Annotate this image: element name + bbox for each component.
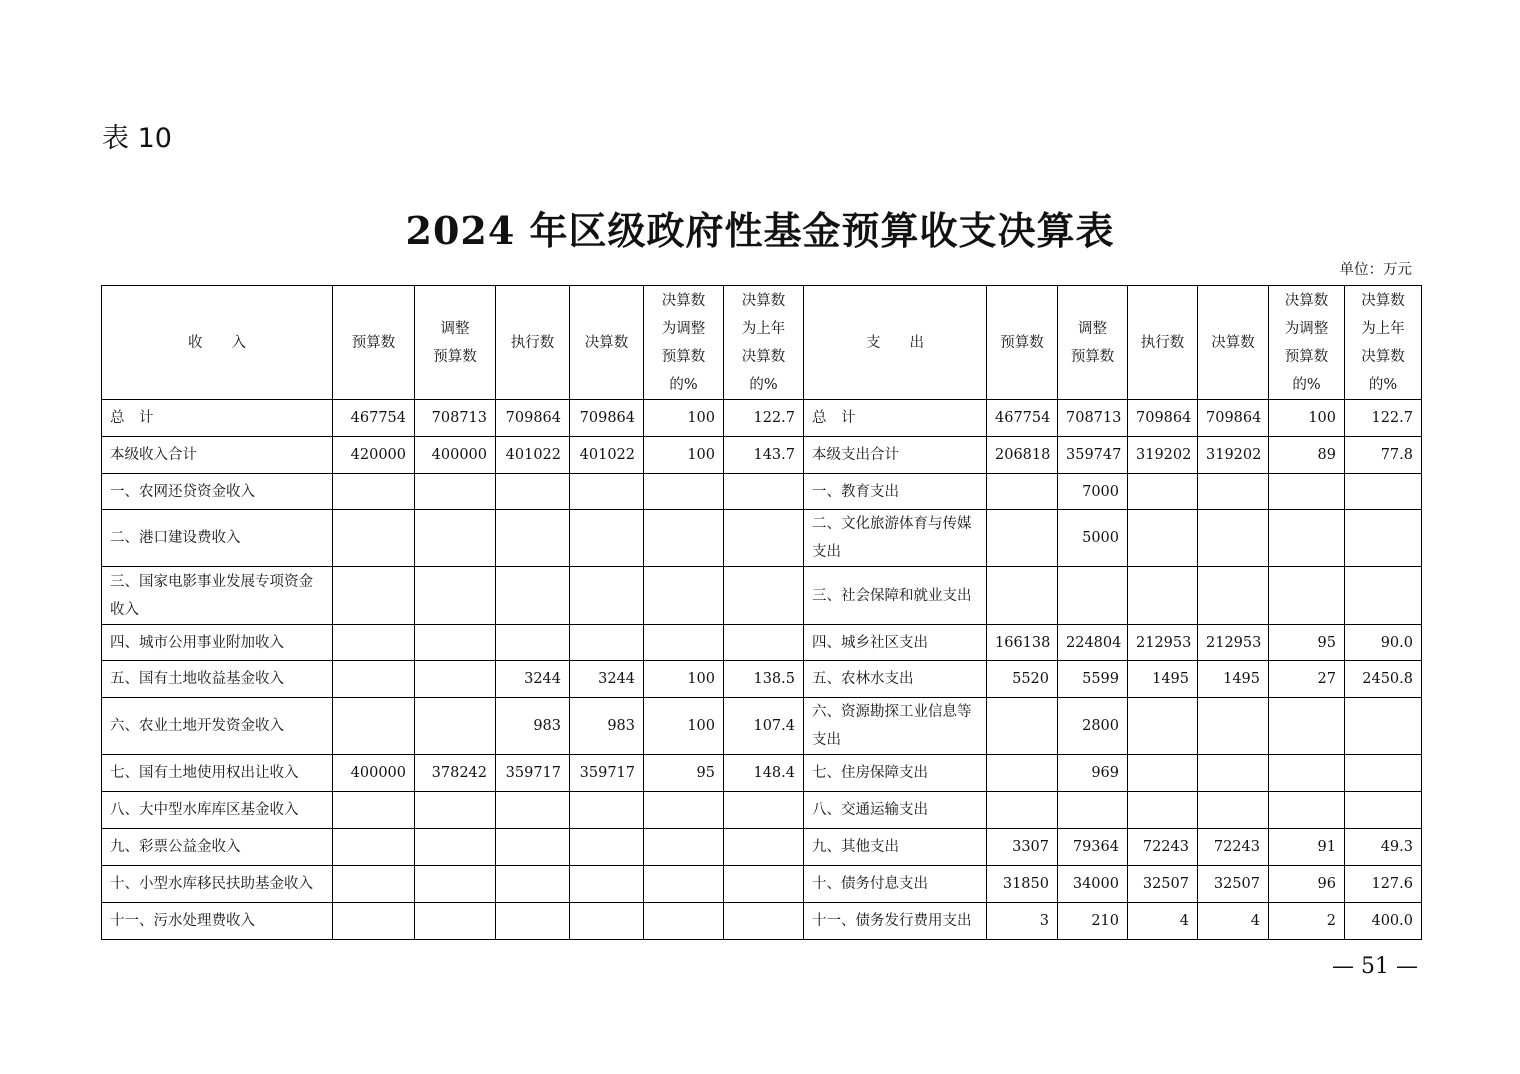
expense-value-cell (1269, 510, 1345, 567)
income-value-cell: 378242 (415, 755, 496, 792)
expense-value-cell (1345, 755, 1422, 792)
income-item-label: 二、港口建设费收入 (102, 510, 333, 567)
expense-value-cell: 319202 (1128, 437, 1198, 474)
col-income-executed: 执行数 (496, 286, 570, 400)
income-item-label: 一、农网还贷资金收入 (102, 474, 333, 510)
expense-value-cell: 7000 (1058, 474, 1128, 510)
expense-item-label: 九、其他支出 (804, 829, 987, 866)
col-expense-final: 决算数 (1198, 286, 1269, 400)
table-row (102, 437, 1422, 474)
income-value-cell (496, 866, 570, 903)
income-value-cell (570, 567, 644, 625)
income-value-cell (644, 474, 724, 510)
income-item-label: 八、大中型水库库区基金收入 (102, 792, 333, 829)
expense-item-label: 三、社会保障和就业支出 (804, 567, 987, 625)
income-item-label: 本级收入合计 (102, 437, 333, 474)
income-item-label: 七、国有土地使用权出让收入 (102, 755, 333, 792)
expense-item-label: 七、住房保障支出 (804, 755, 987, 792)
table-body (102, 400, 1422, 940)
income-value-cell (415, 567, 496, 625)
expense-item-label: 十一、债务发行费用支出 (804, 903, 987, 940)
col-expense-executed: 执行数 (1128, 286, 1198, 400)
income-value-cell (415, 661, 496, 698)
expense-value-cell: 212953 (1198, 625, 1269, 661)
income-value-cell (333, 829, 415, 866)
expense-value-cell: 3307 (987, 829, 1058, 866)
income-item-label: 十、小型水库移民扶助基金收入 (102, 866, 333, 903)
income-value-cell (570, 866, 644, 903)
income-value-cell: 100 (644, 661, 724, 698)
income-value-cell (570, 903, 644, 940)
table-row (102, 829, 1422, 866)
income-value-cell: 107.4 (724, 698, 804, 755)
income-value-cell (333, 698, 415, 755)
expense-value-cell (1345, 698, 1422, 755)
income-item-label: 三、国家电影事业发展专项资金收入 (102, 567, 333, 625)
income-value-cell (333, 510, 415, 567)
page-number: — 51 — (1332, 954, 1418, 979)
income-value-cell: 122.7 (724, 400, 804, 437)
income-value-cell (644, 903, 724, 940)
income-value-cell (496, 567, 570, 625)
page-title: 2024 年区级政府性基金预算收支决算表 (405, 208, 1115, 253)
table-row (102, 661, 1422, 698)
income-value-cell (570, 510, 644, 567)
income-value-cell (496, 829, 570, 866)
expense-value-cell (1128, 474, 1198, 510)
expense-item-label: 六、资源勘探工业信息等支出 (804, 698, 987, 755)
expense-item-label: 五、农林水支出 (804, 661, 987, 698)
expense-item-label: 本级支出合计 (804, 437, 987, 474)
expense-value-cell: 2450.8 (1345, 661, 1422, 698)
expense-value-cell (987, 510, 1058, 567)
expense-value-cell (987, 567, 1058, 625)
expense-value-cell: 5000 (1058, 510, 1128, 567)
income-value-cell: 3244 (570, 661, 644, 698)
income-value-cell (570, 792, 644, 829)
income-value-cell (415, 866, 496, 903)
expense-value-cell (1128, 755, 1198, 792)
header-row (102, 286, 1422, 400)
expense-value-cell (1345, 567, 1422, 625)
income-value-cell: 467754 (333, 400, 415, 437)
expense-value-cell: 5520 (987, 661, 1058, 698)
col-expense-budget: 预算数 (987, 286, 1058, 400)
expense-value-cell: 5599 (1058, 661, 1128, 698)
expense-value-cell (987, 474, 1058, 510)
expense-value-cell: 319202 (1198, 437, 1269, 474)
expense-value-cell: 100 (1269, 400, 1345, 437)
income-value-cell (724, 567, 804, 625)
income-value-cell (570, 625, 644, 661)
income-value-cell (496, 625, 570, 661)
col-income-final: 决算数 (570, 286, 644, 400)
income-value-cell (415, 903, 496, 940)
expense-value-cell (1128, 698, 1198, 755)
expense-value-cell (987, 792, 1058, 829)
expense-value-cell: 95 (1269, 625, 1345, 661)
table-row (102, 903, 1422, 940)
income-value-cell (496, 903, 570, 940)
income-value-cell (415, 474, 496, 510)
expense-value-cell (1128, 510, 1198, 567)
expense-value-cell: 27 (1269, 661, 1345, 698)
expense-value-cell (1198, 792, 1269, 829)
expense-value-cell: 709864 (1198, 400, 1269, 437)
table-row (102, 625, 1422, 661)
expense-item-label: 二、文化旅游体育与传媒支出 (804, 510, 987, 567)
income-value-cell (415, 829, 496, 866)
expense-value-cell: 4 (1198, 903, 1269, 940)
table-row (102, 474, 1422, 510)
income-value-cell (333, 661, 415, 698)
expense-value-cell: 79364 (1058, 829, 1128, 866)
expense-value-cell: 708713 (1058, 400, 1128, 437)
expense-value-cell: 90.0 (1345, 625, 1422, 661)
income-value-cell (724, 625, 804, 661)
col-income-pct-lastyear: 决算数 为上年 决算数 的% (724, 286, 804, 400)
income-value-cell (333, 474, 415, 510)
expense-value-cell (1345, 510, 1422, 567)
expense-value-cell (1269, 474, 1345, 510)
income-value-cell: 3244 (496, 661, 570, 698)
expense-value-cell (1269, 755, 1345, 792)
income-value-cell (333, 903, 415, 940)
income-value-cell (570, 474, 644, 510)
expense-value-cell: 400.0 (1345, 903, 1422, 940)
table-row (102, 866, 1422, 903)
income-value-cell (644, 510, 724, 567)
income-value-cell (415, 625, 496, 661)
expense-value-cell (1269, 698, 1345, 755)
expense-value-cell: 32507 (1128, 866, 1198, 903)
income-value-cell (333, 792, 415, 829)
income-value-cell (570, 829, 644, 866)
income-value-cell (415, 698, 496, 755)
expense-value-cell: 32507 (1198, 866, 1269, 903)
table-row (102, 400, 1422, 437)
unit-label: 单位：万元 (1339, 262, 1412, 278)
expense-value-cell: 210 (1058, 903, 1128, 940)
income-value-cell: 400000 (333, 755, 415, 792)
col-expense-pct-adjusted: 决算数 为调整 预算数 的% (1269, 286, 1345, 400)
col-expense-header: 支 出 (804, 286, 987, 400)
expense-value-cell: 3 (987, 903, 1058, 940)
expense-item-label: 总 计 (804, 400, 987, 437)
table-row (102, 792, 1422, 829)
income-value-cell (496, 510, 570, 567)
expense-value-cell (1345, 474, 1422, 510)
table-label: 表 10 (102, 123, 172, 154)
expense-value-cell: 72243 (1128, 829, 1198, 866)
income-value-cell (415, 792, 496, 829)
expense-value-cell: 2800 (1058, 698, 1128, 755)
expense-value-cell: 127.6 (1345, 866, 1422, 903)
col-income-header: 收 入 (102, 286, 333, 400)
expense-item-label: 八、交通运输支出 (804, 792, 987, 829)
income-value-cell: 400000 (415, 437, 496, 474)
income-value-cell: 708713 (415, 400, 496, 437)
col-income-pct-adjusted: 决算数 为调整 预算数 的% (644, 286, 724, 400)
income-value-cell: 983 (496, 698, 570, 755)
expense-value-cell (1058, 792, 1128, 829)
expense-value-cell: 96 (1269, 866, 1345, 903)
col-income-budget: 预算数 (333, 286, 415, 400)
col-income-adjusted: 调整 预算数 (415, 286, 496, 400)
income-value-cell: 420000 (333, 437, 415, 474)
income-value-cell: 138.5 (724, 661, 804, 698)
income-value-cell (724, 829, 804, 866)
income-value-cell: 359717 (570, 755, 644, 792)
income-value-cell (724, 903, 804, 940)
income-value-cell: 143.7 (724, 437, 804, 474)
income-value-cell (644, 866, 724, 903)
expense-value-cell: 2 (1269, 903, 1345, 940)
income-value-cell: 709864 (570, 400, 644, 437)
income-value-cell: 95 (644, 755, 724, 792)
income-value-cell (644, 829, 724, 866)
expense-value-cell: 89 (1269, 437, 1345, 474)
expense-value-cell: 1495 (1198, 661, 1269, 698)
income-value-cell: 401022 (496, 437, 570, 474)
income-item-label: 九、彩票公益金收入 (102, 829, 333, 866)
expense-value-cell: 467754 (987, 400, 1058, 437)
income-value-cell (333, 625, 415, 661)
income-value-cell (333, 567, 415, 625)
income-value-cell (415, 510, 496, 567)
expense-value-cell (1128, 792, 1198, 829)
income-value-cell (724, 474, 804, 510)
income-value-cell: 100 (644, 400, 724, 437)
income-value-cell: 100 (644, 437, 724, 474)
income-item-label: 四、城市公用事业附加收入 (102, 625, 333, 661)
expense-value-cell: 31850 (987, 866, 1058, 903)
expense-value-cell (1198, 698, 1269, 755)
expense-value-cell (987, 755, 1058, 792)
budget-table (101, 285, 1422, 940)
expense-value-cell: 122.7 (1345, 400, 1422, 437)
expense-value-cell (1269, 792, 1345, 829)
expense-value-cell: 166138 (987, 625, 1058, 661)
expense-value-cell: 77.8 (1345, 437, 1422, 474)
expense-item-label: 四、城乡社区支出 (804, 625, 987, 661)
table-row (102, 698, 1422, 755)
expense-value-cell (1128, 567, 1198, 625)
expense-value-cell: 709864 (1128, 400, 1198, 437)
expense-item-label: 十、债务付息支出 (804, 866, 987, 903)
expense-value-cell (1198, 474, 1269, 510)
expense-value-cell: 72243 (1198, 829, 1269, 866)
expense-value-cell: 4 (1128, 903, 1198, 940)
income-value-cell (724, 510, 804, 567)
expense-value-cell: 212953 (1128, 625, 1198, 661)
col-expense-pct-lastyear: 决算数 为上年 决算数 的% (1345, 286, 1422, 400)
income-value-cell: 401022 (570, 437, 644, 474)
expense-value-cell: 969 (1058, 755, 1128, 792)
income-value-cell (644, 792, 724, 829)
income-value-cell (496, 792, 570, 829)
expense-value-cell: 224804 (1058, 625, 1128, 661)
income-item-label: 五、国有土地收益基金收入 (102, 661, 333, 698)
expense-value-cell (1345, 792, 1422, 829)
income-item-label: 十一、污水处理费收入 (102, 903, 333, 940)
income-value-cell (724, 792, 804, 829)
income-value-cell (496, 474, 570, 510)
income-value-cell: 359717 (496, 755, 570, 792)
expense-value-cell (1198, 510, 1269, 567)
income-value-cell: 983 (570, 698, 644, 755)
income-value-cell (644, 567, 724, 625)
income-value-cell: 148.4 (724, 755, 804, 792)
income-value-cell: 100 (644, 698, 724, 755)
table-row (102, 755, 1422, 792)
income-value-cell (724, 866, 804, 903)
income-item-label: 总 计 (102, 400, 333, 437)
expense-value-cell: 206818 (987, 437, 1058, 474)
table-row (102, 510, 1422, 567)
expense-value-cell: 359747 (1058, 437, 1128, 474)
expense-value-cell: 91 (1269, 829, 1345, 866)
expense-value-cell (987, 698, 1058, 755)
expense-value-cell (1198, 755, 1269, 792)
expense-value-cell: 1495 (1128, 661, 1198, 698)
table-row (102, 567, 1422, 625)
expense-value-cell (1058, 567, 1128, 625)
expense-value-cell: 49.3 (1345, 829, 1422, 866)
income-value-cell: 709864 (496, 400, 570, 437)
income-item-label: 六、农业土地开发资金收入 (102, 698, 333, 755)
col-expense-adjusted: 调整 预算数 (1058, 286, 1128, 400)
expense-value-cell (1198, 567, 1269, 625)
income-value-cell (644, 625, 724, 661)
expense-value-cell: 34000 (1058, 866, 1128, 903)
expense-value-cell (1269, 567, 1345, 625)
income-value-cell (333, 866, 415, 903)
expense-item-label: 一、教育支出 (804, 474, 987, 510)
